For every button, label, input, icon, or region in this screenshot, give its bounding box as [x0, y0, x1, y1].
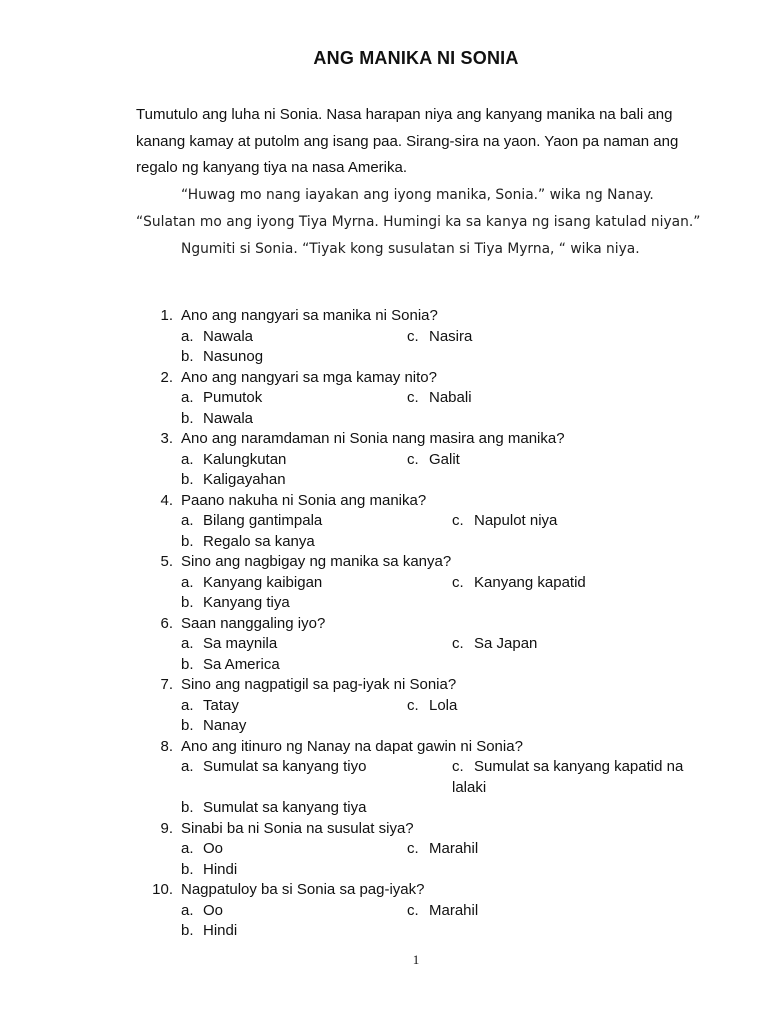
- option-a: a. Bilang gantimpala: [181, 512, 323, 529]
- story-passage: [136, 102, 706, 263]
- option-b: b. Kanyang tiya: [181, 594, 290, 611]
- option-c: c. Lola: [407, 696, 458, 714]
- question-item: [136, 675, 726, 737]
- question-number: 10.: [152, 881, 173, 898]
- question-text: Ano ang nangyari sa mga kamay nito?: [181, 368, 437, 386]
- question-number: 2.: [160, 368, 173, 386]
- question-text: Nagpatuloy ba si Sonia sa pag-iyak?: [181, 881, 425, 898]
- option-a: a. Nawala: [181, 327, 254, 345]
- question-item: [136, 306, 726, 368]
- question-list: [136, 306, 726, 942]
- option-b: b. Hindi: [181, 922, 238, 939]
- question-text: Sino ang nagbigay ng manika sa kanya?: [181, 553, 452, 570]
- option-a: a. Sumulat sa kanyang tiyo: [181, 758, 367, 775]
- question-item: [136, 614, 726, 676]
- option-c: c. Sa Japan: [452, 635, 538, 652]
- option-c: c. Nasira: [407, 327, 473, 345]
- story-paragraph: Tumutulo ang luha ni Sonia. Nasa harapan niya ang kanyang manika na bali ang kanang kamay at putolm ang isang paa. Sirang-sira na yaon. Yaon pa naman ang regalo ng kanyang tiya na nasa Amerika.: [136, 106, 679, 176]
- story-dialogue: “Huwag mo nang iayakan ang iyong manika, Sonia.” wika ng Nanay.: [181, 186, 654, 203]
- option-b: b. Sumulat sa kanyang tiya: [181, 799, 367, 816]
- question-text: Sinabi ba ni Sonia na susulat siya?: [181, 819, 414, 837]
- option-b: b. Nanay: [181, 717, 247, 734]
- option-c: c. Sumulat sa kanyang kapatid na lalaki: [452, 758, 684, 796]
- option-b: b. Hindi: [181, 860, 238, 878]
- option-b: b. Regalo sa kanya: [181, 532, 315, 550]
- question-text: Saan nanggaling iyo?: [181, 614, 326, 632]
- question-text: Sino ang nagpatigil sa pag-iyak ni Sonia?: [181, 676, 457, 693]
- question-item: [136, 368, 726, 430]
- question-item: [136, 491, 726, 553]
- question-item: [136, 819, 726, 881]
- question-item: [136, 737, 726, 819]
- option-c: c. Marahil: [407, 840, 479, 857]
- option-c: c. Napulot niya: [452, 512, 558, 529]
- question-text: Ano ang itinuro ng Nanay na dapat gawin ni Sonia?: [181, 737, 523, 755]
- question-number: 9.: [160, 819, 173, 837]
- option-a: a. Kanyang kaibigan: [181, 573, 323, 591]
- question-text: Paano nakuha ni Sonia ang manika?: [181, 491, 427, 509]
- option-a: a. Oo: [181, 840, 224, 857]
- option-b: b. Sa America: [181, 655, 280, 673]
- story-dialogue: Ngumiti si Sonia. “Tiyak kong susulatan si Tiya Myrna, “ wika niya.: [181, 240, 640, 257]
- option-a: a. Oo: [181, 901, 224, 919]
- question-number: 3.: [160, 430, 173, 447]
- option-a: a. Tatay: [181, 696, 239, 714]
- question-number: 4.: [160, 491, 173, 509]
- page-number: 1: [412, 952, 420, 967]
- option-c: c. Nabali: [407, 389, 472, 406]
- option-a: a. Pumutok: [181, 389, 263, 406]
- option-b: b. Kaligayahan: [181, 471, 286, 488]
- page-title: ANG MANIKA NI SONIA: [313, 48, 519, 68]
- question-number: 5.: [160, 553, 173, 570]
- question-item: [136, 429, 726, 491]
- option-b: b. Nasunog: [181, 348, 264, 365]
- question-item: [136, 552, 726, 614]
- question-number: 6.: [160, 614, 173, 632]
- question-text: Ano ang nangyari sa manika ni Sonia?: [181, 307, 438, 324]
- option-b: b. Nawala: [181, 409, 254, 427]
- question-text: Ano ang naramdaman ni Sonia nang masira ang manika?: [181, 430, 565, 447]
- question-number: 8.: [160, 737, 173, 755]
- option-a: a. Sa maynila: [181, 635, 278, 652]
- option-c: c. Marahil: [407, 901, 479, 919]
- story-dialogue: “Sulatan mo ang iyong Tiya Myrna. Humingi ka sa kanya ng isang katulad niyan.”: [136, 213, 701, 230]
- option-c: c. Kanyang kapatid: [452, 573, 586, 591]
- question-number: 7.: [160, 676, 173, 693]
- question-item: [136, 880, 726, 942]
- option-c: c. Galit: [407, 450, 460, 468]
- option-a: a. Kalungkutan: [181, 450, 287, 468]
- question-number: 1.: [160, 307, 173, 324]
